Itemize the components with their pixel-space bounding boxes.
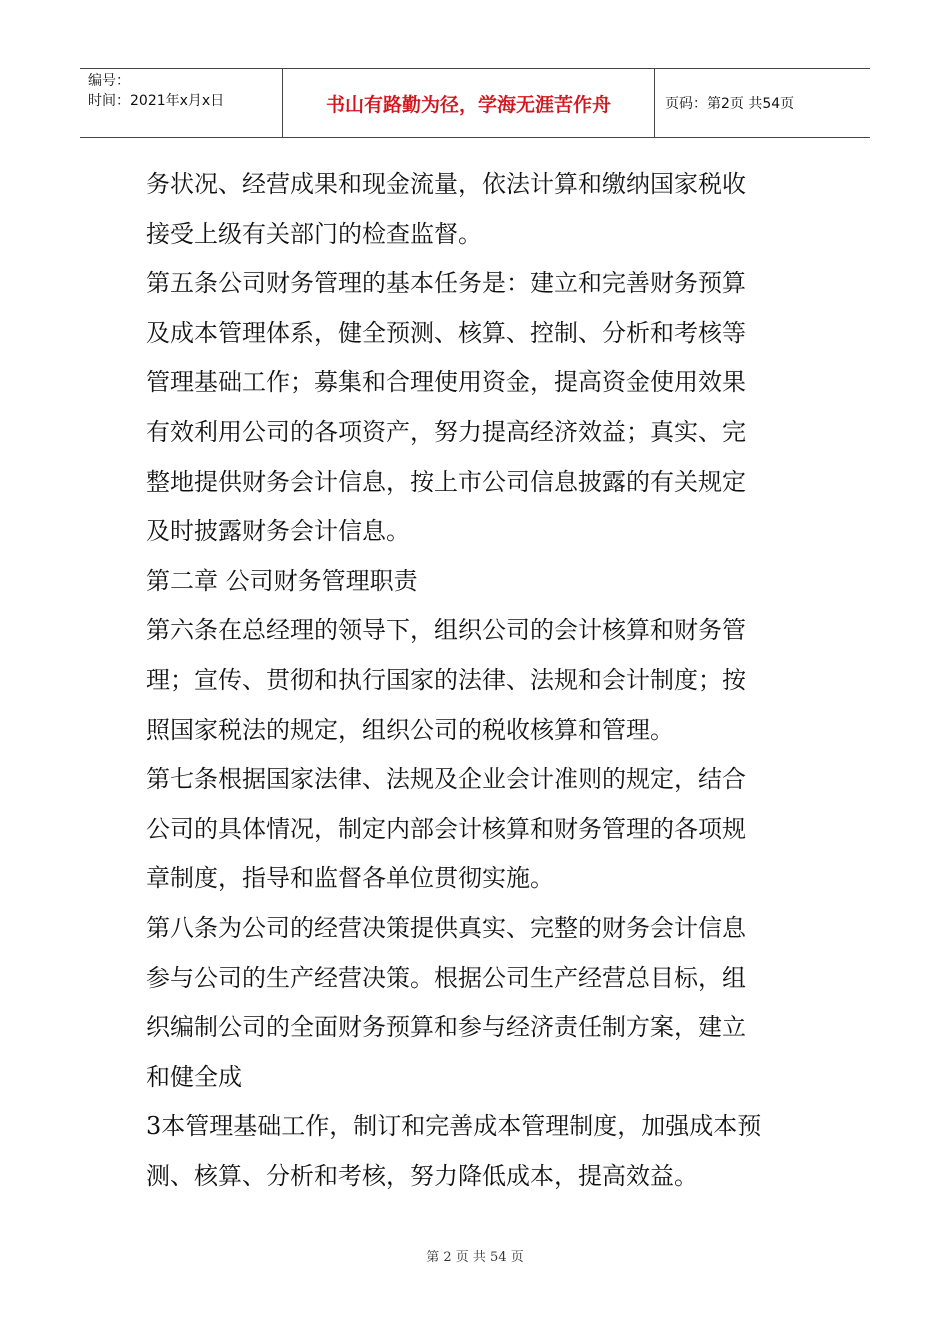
chapter-heading: 第二章 公司财务管理职责 — [146, 566, 418, 595]
document-body — [146, 160, 811, 1201]
document-number-label: 编号： — [88, 73, 130, 89]
body-line: 管理基础工作；募集和合理使用资金，提高资金使用效果 — [146, 368, 746, 397]
body-line: 及成本管理体系，健全预测、核算、控制、分析和考核等 — [146, 318, 746, 347]
body-line: 3本管理基础工作，制订和完善成本管理制度，加强成本预 — [146, 1112, 762, 1141]
body-line: 织编制公司的全面财务预算和参与经济责任制方案，建立 — [146, 1013, 746, 1042]
body-line: 有效利用公司的各项资产，努力提高经济效益；真实、完 — [146, 417, 746, 446]
header-page-info: 页码：第2页 共54页 — [665, 96, 795, 112]
document-time-label: 时间：2021年x月x日 — [88, 93, 225, 109]
body-line: 第八条为公司的经营决策提供真实、完整的财务会计信息 — [146, 913, 746, 942]
body-line: 接受上级有关部门的检查监督。 — [146, 219, 482, 248]
header-motto: 书山有路勤为径，学海无涯苦作舟 — [282, 69, 655, 137]
body-line: 章制度，指导和监督各单位贯彻实施。 — [146, 864, 554, 893]
header-meta — [80, 69, 282, 137]
body-line: 及时披露财务会计信息。 — [146, 517, 410, 546]
body-line: 第七条根据国家法律、法规及企业会计准则的规定，结合 — [146, 765, 746, 794]
body-line: 测、核算、分析和考核，努力降低成本，提高效益。 — [146, 1161, 698, 1190]
page-header — [80, 68, 870, 138]
body-line: 第五条公司财务管理的基本任务是：建立和完善财务预算 — [146, 269, 746, 298]
page-footer: 第 2 页 共 54 页 — [426, 1250, 524, 1265]
body-line: 公司的具体情况，制定内部会计核算和财务管理的各项规 — [146, 814, 746, 843]
body-line: 整地提供财务会计信息，按上市公司信息披露的有关规定 — [146, 467, 746, 496]
body-line: 第六条在总经理的领导下，组织公司的会计核算和财务管 — [146, 616, 746, 645]
body-line: 参与公司的生产经营决策。根据公司生产经营总目标，组 — [146, 963, 746, 992]
body-line: 和健全成 — [146, 1062, 242, 1091]
body-line: 理；宣传、贯彻和执行国家的法律、法规和会计制度；按 — [146, 665, 746, 694]
body-line: 务状况、经营成果和现金流量，依法计算和缴纳国家税收 — [146, 170, 746, 198]
body-line: 照国家税法的规定，组织公司的税收核算和管理。 — [146, 715, 674, 744]
